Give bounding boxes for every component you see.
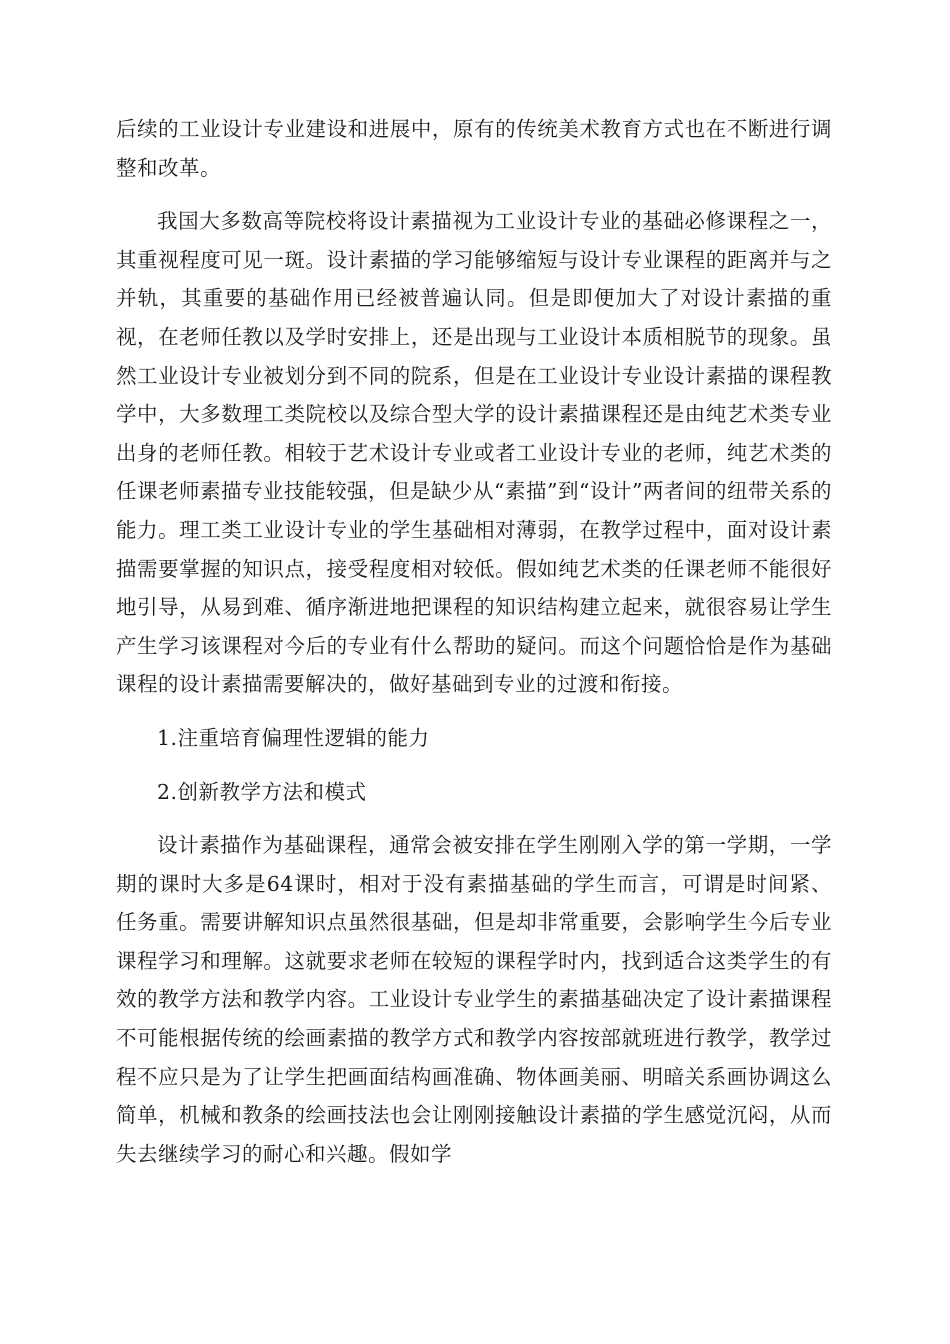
paragraph-design-sketch-importance: 我国大多数高等院校将设计素描视为工业设计专业的基础必修课程之一，其重视程度可见一斑。设计素描的学习能够缩短与设计专业课程的距离并与之并轨，其重要的基础作用已经被普遍认同。但是即便加大了对设计素描的重视，在老师任教以及学时安排上，还是出现与工业设计本质相脱节的现象。虽然工业设计专业被划分到不同的院系，但是在工业设计专业设计素描的课程教学中，大多数理工类院校以及综合型大学的设计素描课程还是由纯艺术类专业出身的老师任教。相较于艺术设计专业或者工业设计专业的老师，纯艺术类的任课老师素描专业技能较强，但是缺少从“素描”到“设计”两者间的纽带关系的能力。理工类工业设计专业的学生基础相对薄弱，在教学过程中，面对设计素描需要掌握的知识点，接受程度相对较低。假如纯艺术类的任课老师不能很好地引导，从易到难、循序渐进地把课程的知识结构建立起来，就很容易让学生产生学习该课程对今后的专业有什么帮助的疑问。而这个问题恰恰是作为基础课程的设计素描需要解决的，做好基础到专业的过渡和衔接。 <box>116 209 832 697</box>
paragraph-teaching-methods: 设计素描作为基础课程，通常会被安排在学生刚刚入学的第一学期，一学期的课时大多是64课时，相对于没有素描基础的学生而言，可谓是时间紧、任务重。需要讲解知识点虽然很基础，但是却非常重要，会影响学生今后专业课程学习和理解。这就要求老师在较短的课程学时内，找到适合这类学生的有效的教学方法和教学内容。工业设计专业学生的素描基础决定了设计素描课程不可能根据传统的绘画素描的教学方式和教学内容按部就班进行教学，教学过程不应只是为了让学生把画面结构画准确、物体画美丽、明暗关系画协调这么简单，机械和教条的绘画技法也会让刚刚接触设计素描的学生感觉沉闷，从而失去继续学习的耐心和兴趣。假如学 <box>116 833 832 1166</box>
paragraph-continuation: 后续的工业设计专业建设和进展中，原有的传统美术教育方式也在不断进行调整和改革。 <box>116 117 832 180</box>
document-body <box>116 110 832 1188</box>
section-heading-2: 2.创新教学方法和模式 <box>157 779 367 804</box>
section-heading-1: 1.注重培育偏理性逻辑的能力 <box>157 725 430 750</box>
